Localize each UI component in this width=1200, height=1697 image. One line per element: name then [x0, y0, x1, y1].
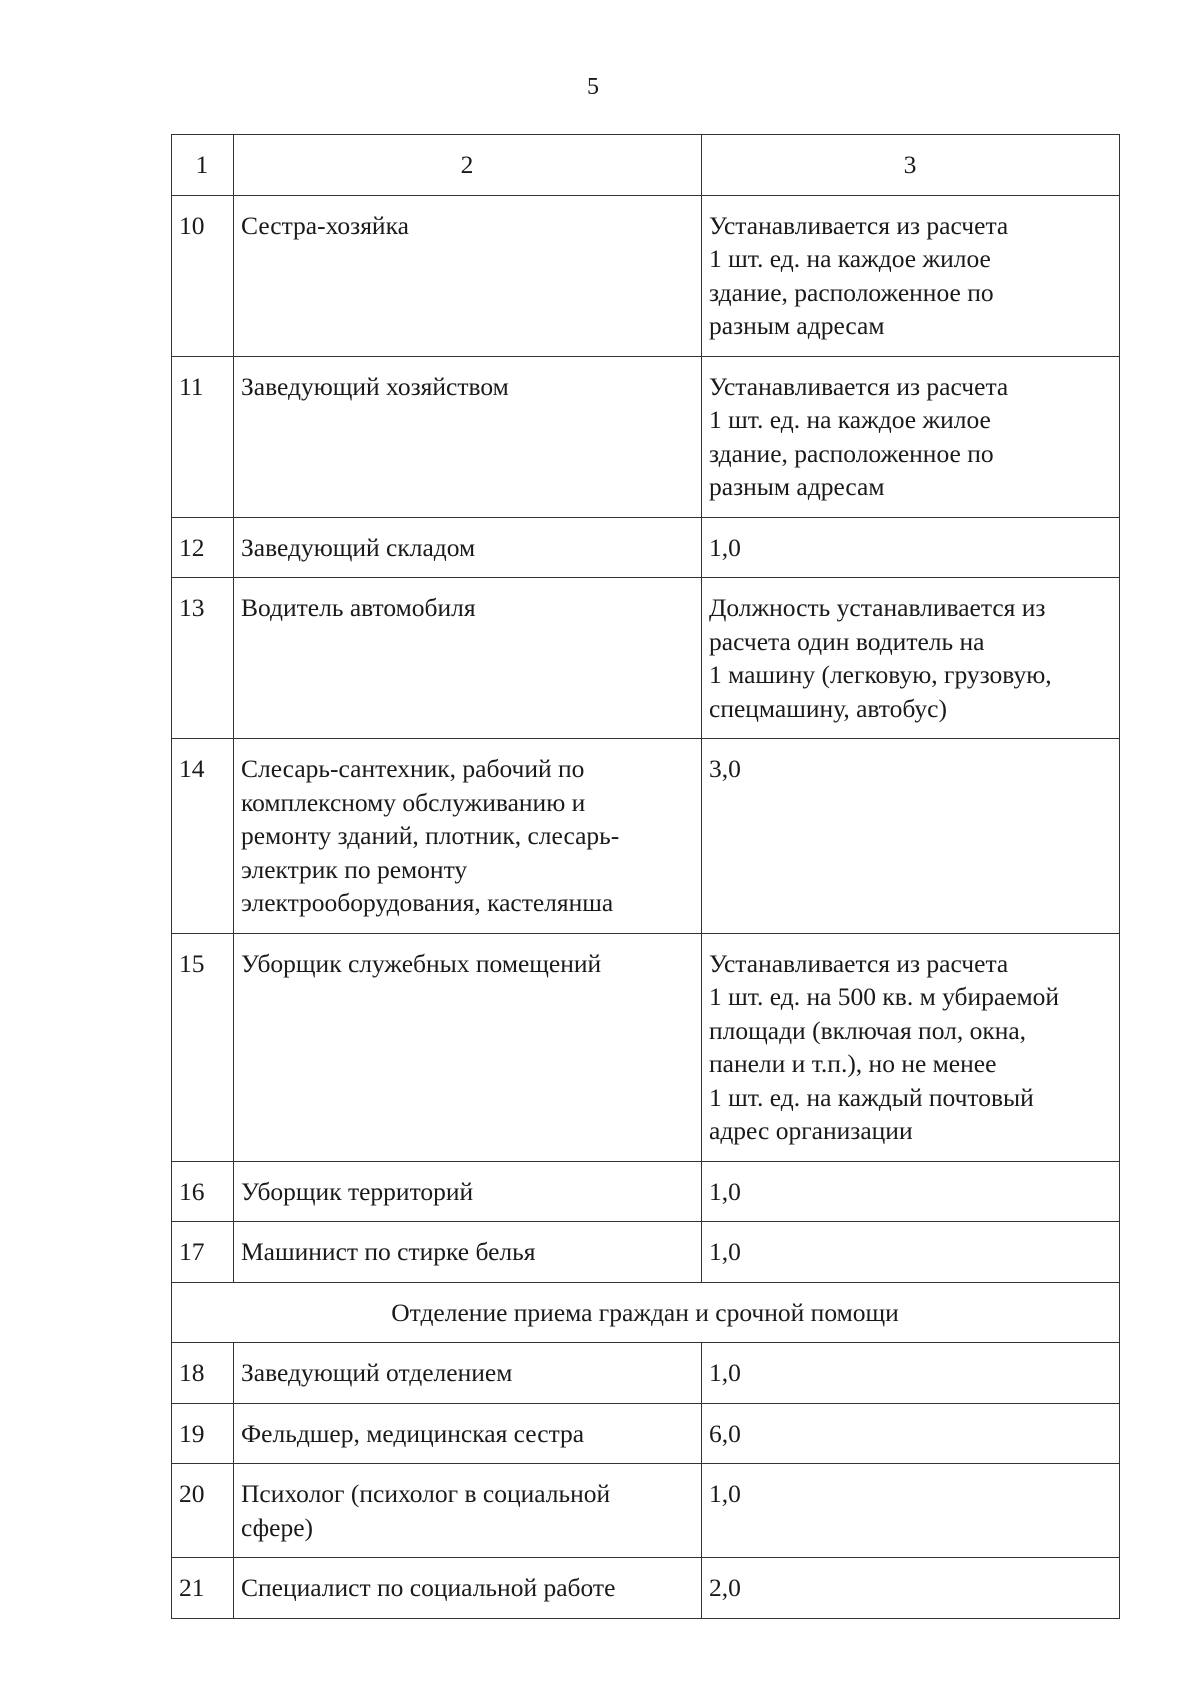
row-number: 10 [172, 195, 234, 356]
staff-norm: 2,0 [702, 1558, 1120, 1619]
staff-norm: 1,0 [702, 1161, 1120, 1222]
row-number: 13 [172, 578, 234, 739]
row-number: 19 [172, 1403, 234, 1464]
header-col-3: 3 [702, 135, 1120, 196]
position-name: Специалист по социальной работе [234, 1558, 702, 1619]
position-name: Заведующий отделением [234, 1343, 702, 1404]
staff-norm: 3,0 [702, 739, 1120, 934]
row-number: 18 [172, 1343, 234, 1404]
row-number: 12 [172, 517, 234, 578]
page-number: 5 [587, 74, 599, 100]
table-row [172, 1558, 1120, 1619]
table-row [172, 933, 1120, 1161]
table-row [172, 1464, 1120, 1558]
section-header-row [172, 1282, 1120, 1343]
staff-norm: Устанавливается из расчета 1 шт. ед. на каждое жилое здание, расположенное по разным адресам [702, 195, 1120, 356]
position-name: Заведующий хозяйством [234, 356, 702, 517]
row-number: 14 [172, 739, 234, 934]
position-name: Фельдшер, медицинская сестра [234, 1403, 702, 1464]
position-name: Водитель автомобиля [234, 578, 702, 739]
row-number: 21 [172, 1558, 234, 1619]
staff-norm: 1,0 [702, 517, 1120, 578]
staff-norm: 1,0 [702, 1464, 1120, 1558]
row-number: 16 [172, 1161, 234, 1222]
staff-norm: Устанавливается из расчета 1 шт. ед. на 500 кв. м убираемой площади (включая пол, окна, панели и т.п.), но не менее 1 шт. ед. на каждый почтовый адрес организации [702, 933, 1120, 1161]
table-header-row [172, 135, 1120, 196]
staff-norm: Должность устанавливается из расчета один водитель на 1 машину (легковую, грузовую, спецмашину, автобус) [702, 578, 1120, 739]
table-row [172, 578, 1120, 739]
staff-norm: 1,0 [702, 1343, 1120, 1404]
table-row [172, 1403, 1120, 1464]
staff-norm: Устанавливается из расчета 1 шт. ед. на каждое жилое здание, расположенное по разным адресам [702, 356, 1120, 517]
position-name: Машинист по стирке белья [234, 1222, 702, 1283]
section-title: Отделение приема граждан и срочной помощи [172, 1282, 1120, 1343]
position-name: Уборщик территорий [234, 1161, 702, 1222]
position-name: Психолог (психолог в социальной сфере) [234, 1464, 702, 1558]
table-row [172, 356, 1120, 517]
table-row [172, 1343, 1120, 1404]
row-number: 17 [172, 1222, 234, 1283]
staff-norm: 6,0 [702, 1403, 1120, 1464]
position-name: Слесарь-сантехник, рабочий по комплексному обслуживанию и ремонту зданий, плотник, слесарь- электрик по ремонту электрооборудования, кастелянша [234, 739, 702, 934]
position-name: Заведующий складом [234, 517, 702, 578]
position-name: Уборщик служебных помещений [234, 933, 702, 1161]
table-row [172, 195, 1120, 356]
header-col-1: 1 [172, 135, 234, 196]
row-number: 20 [172, 1464, 234, 1558]
row-number: 11 [172, 356, 234, 517]
table-row [172, 1161, 1120, 1222]
staff-norm: 1,0 [702, 1222, 1120, 1283]
table-row [172, 739, 1120, 934]
header-col-2: 2 [234, 135, 702, 196]
row-number: 15 [172, 933, 234, 1161]
table-row [172, 517, 1120, 578]
position-name: Сестра-хозяйка [234, 195, 702, 356]
table-row [172, 1222, 1120, 1283]
staffing-table [171, 134, 1120, 1619]
